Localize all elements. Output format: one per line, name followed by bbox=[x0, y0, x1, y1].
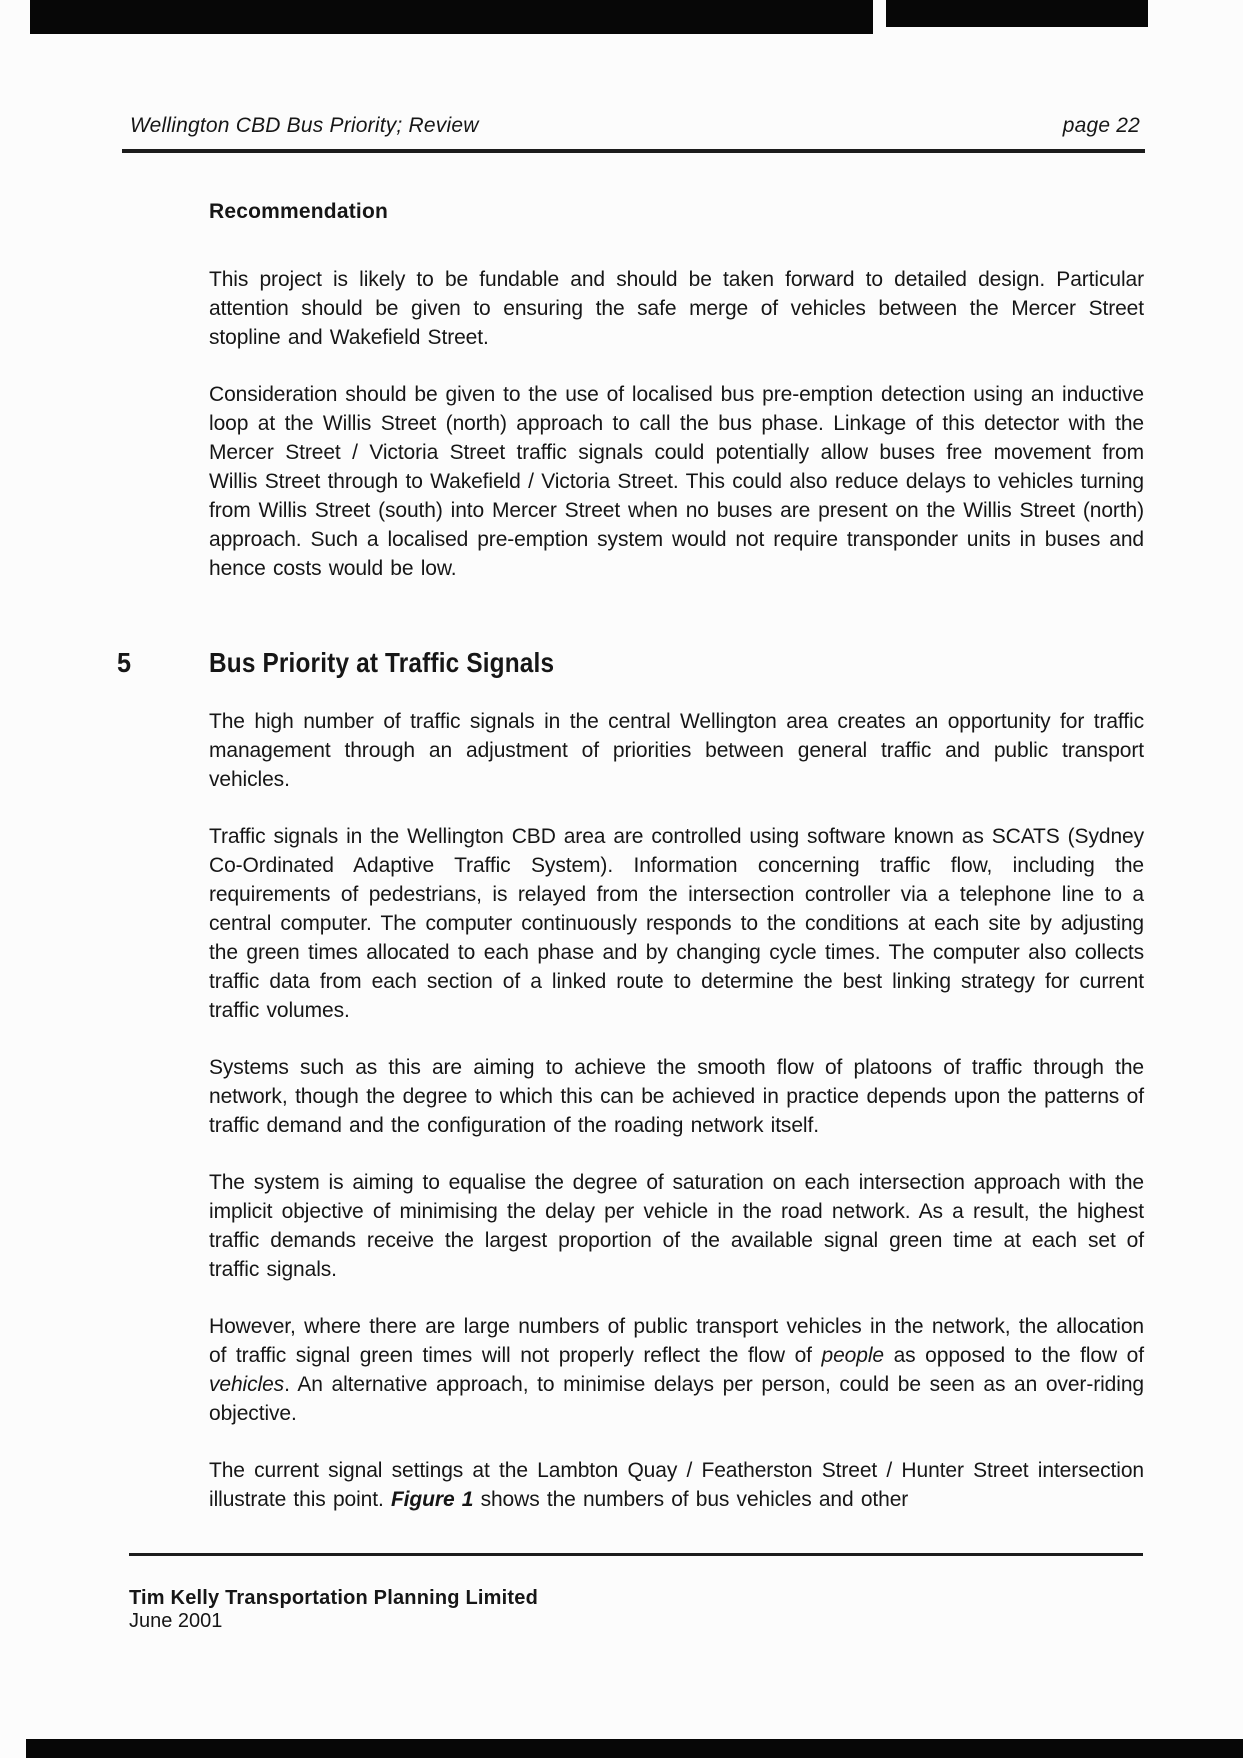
document-date: June 2001 bbox=[129, 1610, 223, 1632]
page-number: page 22 bbox=[1062, 114, 1140, 137]
section-paragraph-5: However, where there are large numbers of public transport vehicles in the network, the allocation of traffic signal green times will not properly reflect the flow of people as opposed to the flow of vehicles. An alternative approach, to minimise delays per person, could be seen as an over-riding objective. bbox=[209, 1315, 1144, 1425]
scan-artifact-bottom bbox=[26, 1739, 1243, 1758]
scan-artifact-top-left bbox=[30, 0, 873, 34]
section-number: 5 bbox=[117, 647, 132, 678]
section-heading bbox=[117, 645, 1144, 681]
recommendation-paragraph-1: This project is likely to be fundable and should be taken forward to detailed design. Particular attention should be given to ensuring the safe merge of vehicles between the Mercer Street stopline and Wakefield Street. bbox=[209, 268, 1144, 349]
section-paragraph-2: Traffic signals in the Wellington CBD area are controlled using software known as SCATS (Sydney Co-Ordinated Adaptive Traffic System). Information concerning traffic flow, including the requirements of pedestrians, is relayed from the intersection controller via a telephone line to a central computer. The computer continuously responds to the conditions at each site by adjusting the green times allocated to each phase and by changing cycle times. The computer also collects traffic data from each section of a linked route to determine the best linking strategy for current traffic volumes. bbox=[209, 825, 1144, 1022]
footer-rule bbox=[129, 1553, 1143, 1556]
company-name: Tim Kelly Transportation Planning Limited bbox=[129, 1587, 538, 1609]
page-body bbox=[117, 197, 1144, 1542]
section-paragraph-1: The high number of traffic signals in the central Wellington area creates an opportunity for traffic management through an adjustment of priorities between general traffic and public transport vehicles. bbox=[209, 710, 1144, 791]
document-title: Wellington CBD Bus Priority; Review bbox=[130, 114, 479, 137]
recommendation-paragraph-2: Consideration should be given to the use of localised bus pre-emption detection using an inductive loop at the Willis Street (north) approach to call the bus phase. Linkage of this detector with the Mercer Street / Victoria Street traffic signals could potentially allow buses free movement from Willis Street through to Wakefield / Victoria Street. This could also reduce delays to vehicles turning from Willis Street (south) into Mercer Street when no buses are present on the Willis Street (north) approach. Such a localised pre-emption system would not require transponder units in buses and hence costs would be low. bbox=[209, 383, 1144, 580]
page-footer bbox=[129, 1553, 1143, 1632]
section-paragraph-3: Systems such as this are aiming to achieve the smooth flow of platoons of traffic through the network, though the degree to which this can be achieved in practice depends upon the patterns of traffic demand and the configuration of the roading network itself. bbox=[209, 1056, 1144, 1137]
section-paragraph-4: The system is aiming to equalise the degree of saturation on each intersection approach with the implicit objective of minimising the delay per vehicle in the road network. As a result, the highest traffic demands receive the largest proportion of the available signal green time at each set of traffic signals. bbox=[209, 1171, 1144, 1281]
scan-artifact-top-right bbox=[886, 0, 1148, 27]
section-paragraph-6: The current signal settings at the Lambton Quay / Featherston Street / Hunter Street intersection illustrate this point. Figure 1 shows the numbers of bus vehicles and other bbox=[209, 1459, 1144, 1511]
running-header bbox=[130, 113, 1140, 139]
recommendation-heading: Recommendation bbox=[209, 200, 388, 223]
section-title: Bus Priority at Traffic Signals bbox=[209, 647, 555, 678]
header-rule bbox=[122, 149, 1145, 153]
